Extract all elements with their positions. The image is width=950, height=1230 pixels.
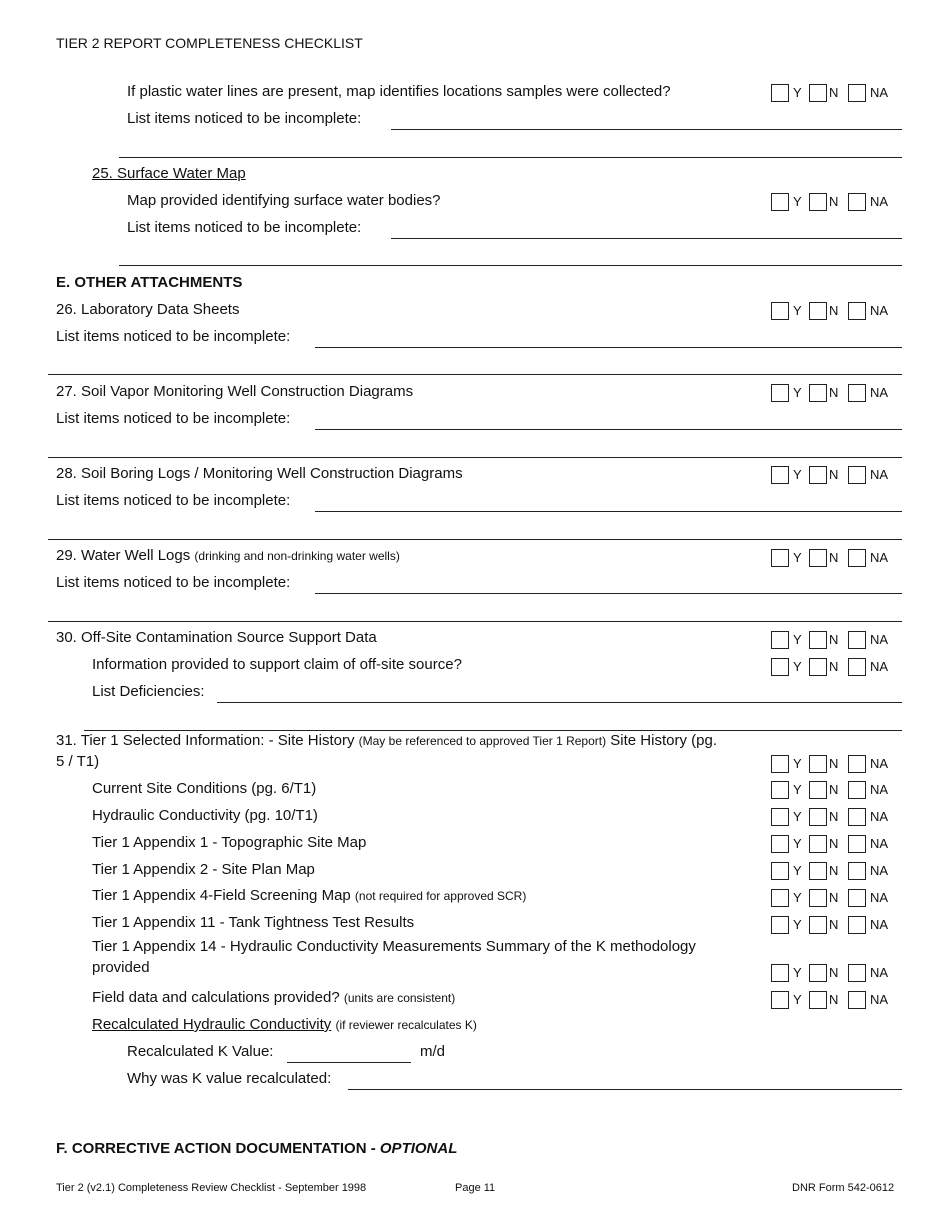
lab-data-sheets-heading: 26. Laboratory Data Sheets (56, 301, 240, 318)
no-checkbox[interactable] (809, 384, 827, 402)
na-checkbox[interactable] (848, 302, 866, 320)
surface-water-map-heading: 25. Surface Water Map (92, 165, 246, 182)
na-label: NA (870, 836, 889, 851)
incomplete-label: List items noticed to be incomplete: (56, 410, 291, 427)
appendix-14-line1: Tier 1 Appendix 14 - Hydraulic Conductivity Measurements Summary of the K methodology (92, 938, 696, 955)
offsite-source-question: Information provided to support claim of off-site source? (92, 656, 462, 673)
field-data-title: Field data and calculations provided? (92, 989, 340, 1006)
section-divider (48, 457, 902, 458)
yes-label: Y (793, 917, 802, 932)
na-label: NA (870, 632, 889, 647)
appendix-4-note: (not required for approved SCR) (354, 889, 527, 903)
yes-checkbox[interactable] (771, 781, 789, 799)
yes-label: Y (793, 756, 802, 771)
soil-vapor-options (771, 384, 901, 402)
tier1-info-heading (56, 732, 717, 749)
recalc-k-input-line[interactable] (287, 1062, 411, 1063)
yes-label: Y (793, 809, 802, 824)
tier1-info-note: (May be referenced to approved Tier 1 Report) (358, 734, 607, 748)
water-well-logs-heading (56, 547, 400, 564)
offsite-source-heading: 30. Off-Site Contamination Source Support Data (56, 629, 377, 646)
no-checkbox[interactable] (809, 466, 827, 484)
na-label: NA (870, 85, 889, 100)
appendix-1: Tier 1 Appendix 1 - Topographic Site Map (92, 834, 367, 851)
na-checkbox[interactable] (848, 991, 866, 1009)
tier1-info-title: 31. Tier 1 Selected Information: - Site History (56, 732, 355, 749)
appendix-11-options (771, 916, 901, 934)
no-label: N (829, 890, 839, 905)
incomplete-input-line[interactable] (391, 129, 902, 130)
na-checkbox[interactable] (848, 889, 866, 907)
surface-water-options (771, 193, 901, 211)
footer-form-number: DNR Form 542-0612 (792, 1182, 895, 1194)
no-label: N (829, 809, 839, 824)
water-well-logs-note: (drinking and non-drinking water wells) (194, 549, 400, 563)
yes-checkbox[interactable] (771, 862, 789, 880)
no-checkbox[interactable] (809, 916, 827, 934)
no-checkbox[interactable] (809, 631, 827, 649)
yes-label: Y (793, 836, 802, 851)
no-label: N (829, 917, 839, 932)
na-checkbox[interactable] (848, 384, 866, 402)
yes-label: Y (793, 965, 802, 980)
plastic-lines-options (771, 84, 901, 102)
appendix-4-options (771, 889, 901, 907)
no-checkbox[interactable] (809, 84, 827, 102)
appendix-4-title: Tier 1 Appendix 4-Field Screening Map (92, 887, 351, 904)
na-label: NA (870, 863, 889, 878)
na-label: NA (870, 917, 889, 932)
no-checkbox[interactable] (809, 991, 827, 1009)
water-well-options (771, 549, 901, 567)
why-recalc-label: Why was K value recalculated: (127, 1070, 332, 1087)
no-checkbox[interactable] (809, 549, 827, 567)
lab-data-options (771, 302, 901, 320)
na-label: NA (870, 303, 889, 318)
site-history-options (771, 755, 901, 773)
no-checkbox[interactable] (809, 964, 827, 982)
incomplete-label: List items noticed to be incomplete: (56, 328, 291, 345)
incomplete-input-line[interactable] (315, 429, 902, 430)
yes-label: Y (793, 194, 802, 209)
incomplete-input-line[interactable] (315, 593, 902, 594)
current-site-conditions: Current Site Conditions (pg. 6/T1) (92, 780, 317, 797)
na-checkbox[interactable] (848, 658, 866, 676)
water-well-logs-title: 29. Water Well Logs (56, 547, 191, 564)
na-label: NA (870, 782, 889, 797)
na-checkbox[interactable] (848, 549, 866, 567)
yes-checkbox[interactable] (771, 549, 789, 567)
na-label: NA (870, 809, 889, 824)
soil-boring-options (771, 466, 901, 484)
no-label: N (829, 467, 839, 482)
appendix-1-options (771, 835, 901, 853)
no-checkbox[interactable] (809, 781, 827, 799)
yes-checkbox[interactable] (771, 755, 789, 773)
no-checkbox[interactable] (809, 835, 827, 853)
no-checkbox[interactable] (809, 755, 827, 773)
section-f-title: F. CORRECTIVE ACTION DOCUMENTATION - (56, 1140, 380, 1157)
yes-checkbox[interactable] (771, 808, 789, 826)
yes-label: Y (793, 467, 802, 482)
recalculated-title: Recalculated Hydraulic Conductivity (92, 1016, 332, 1033)
na-checkbox[interactable] (848, 193, 866, 211)
no-checkbox[interactable] (809, 862, 827, 880)
incomplete-label: List items noticed to be incomplete: (127, 219, 362, 236)
field-data (92, 989, 455, 1006)
na-checkbox[interactable] (848, 862, 866, 880)
na-checkbox[interactable] (848, 964, 866, 982)
na-checkbox[interactable] (848, 808, 866, 826)
na-checkbox[interactable] (848, 631, 866, 649)
current-site-options (771, 781, 901, 799)
na-checkbox[interactable] (848, 916, 866, 934)
offsite-source-options (771, 631, 901, 649)
appendix-14-options (771, 964, 901, 982)
recalculated-note: (if reviewer recalculates K) (335, 1018, 477, 1032)
yes-label: Y (793, 632, 802, 647)
appendix-2: Tier 1 Appendix 2 - Site Plan Map (92, 861, 315, 878)
no-label: N (829, 659, 839, 674)
na-label: NA (870, 992, 889, 1007)
incomplete-label: List items noticed to be incomplete: (56, 574, 291, 591)
footer-page-number: Page 11 (455, 1182, 496, 1194)
appendix-11: Tier 1 Appendix 11 - Tank Tightness Test Results (92, 914, 415, 931)
yes-label: Y (793, 863, 802, 878)
yes-checkbox[interactable] (771, 631, 789, 649)
no-label: N (829, 836, 839, 851)
yes-checkbox[interactable] (771, 84, 789, 102)
incomplete-continuation-line[interactable] (119, 157, 902, 158)
hydraulic-conductivity: Hydraulic Conductivity (pg. 10/T1) (92, 807, 318, 824)
no-label: N (829, 632, 839, 647)
recalc-k-unit: m/d (420, 1043, 446, 1060)
tier1-info-tail: Site History (pg. (610, 732, 717, 749)
recalculated-heading (92, 1016, 477, 1033)
offsite-claim-options (771, 658, 901, 676)
no-label: N (829, 992, 839, 1007)
no-label: N (829, 782, 839, 797)
na-checkbox[interactable] (848, 466, 866, 484)
yes-label: Y (793, 303, 802, 318)
field-data-options (771, 991, 901, 1009)
yes-checkbox[interactable] (771, 193, 789, 211)
yes-checkbox[interactable] (771, 466, 789, 484)
no-checkbox[interactable] (809, 889, 827, 907)
incomplete-input-line[interactable] (391, 238, 902, 239)
plastic-lines-question: If plastic water lines are present, map identifies locations samples were collected? (127, 83, 671, 100)
incomplete-label: List items noticed to be incomplete: (56, 492, 291, 509)
no-label: N (829, 85, 839, 100)
soil-vapor-heading: 27. Soil Vapor Monitoring Well Construction Diagrams (56, 383, 414, 400)
na-label: NA (870, 756, 889, 771)
na-label: NA (870, 550, 889, 565)
no-label: N (829, 303, 839, 318)
na-label: NA (870, 385, 889, 400)
appendix-4 (92, 887, 526, 904)
incomplete-input-line[interactable] (315, 347, 902, 348)
no-checkbox[interactable] (809, 808, 827, 826)
no-checkbox[interactable] (809, 193, 827, 211)
no-label: N (829, 756, 839, 771)
no-checkbox[interactable] (809, 658, 827, 676)
section-f-optional: OPTIONAL (379, 1140, 458, 1157)
soil-boring-heading: 28. Soil Boring Logs / Monitoring Well Construction Diagrams (56, 465, 463, 482)
why-recalc-input-line[interactable] (348, 1089, 902, 1090)
yes-label: Y (793, 85, 802, 100)
yes-label: Y (793, 659, 802, 674)
yes-checkbox[interactable] (771, 889, 789, 907)
yes-label: Y (793, 550, 802, 565)
deficiencies-continuation-line[interactable] (84, 730, 902, 731)
surface-water-question: Map provided identifying surface water bodies? (127, 192, 441, 209)
na-checkbox[interactable] (848, 84, 866, 102)
section-e-heading: E. OTHER ATTACHMENTS (56, 274, 243, 291)
deficiencies-label: List Deficiencies: (92, 683, 205, 700)
yes-label: Y (793, 890, 802, 905)
field-data-note: (units are consistent) (343, 991, 456, 1005)
na-checkbox[interactable] (848, 781, 866, 799)
no-label: N (829, 965, 839, 980)
section-divider (48, 374, 902, 375)
deficiencies-input-line[interactable] (217, 702, 902, 703)
page-title: TIER 2 REPORT COMPLETENESS CHECKLIST (56, 35, 363, 51)
no-label: N (829, 863, 839, 878)
na-label: NA (870, 890, 889, 905)
yes-checkbox[interactable] (771, 835, 789, 853)
yes-checkbox[interactable] (771, 916, 789, 934)
incomplete-continuation-line[interactable] (119, 265, 902, 266)
yes-label: Y (793, 782, 802, 797)
appendix-14-line2: provided (92, 959, 150, 976)
no-label: N (829, 550, 839, 565)
na-checkbox[interactable] (848, 755, 866, 773)
no-label: N (829, 385, 839, 400)
yes-checkbox[interactable] (771, 964, 789, 982)
na-label: NA (870, 194, 889, 209)
na-label: NA (870, 965, 889, 980)
incomplete-input-line[interactable] (315, 511, 902, 512)
hydraulic-options (771, 808, 901, 826)
tier1-info-heading-line2: 5 / T1) (56, 753, 100, 770)
na-label: NA (870, 659, 889, 674)
recalc-k-label: Recalculated K Value: (127, 1043, 274, 1060)
na-checkbox[interactable] (848, 835, 866, 853)
yes-checkbox[interactable] (771, 384, 789, 402)
yes-checkbox[interactable] (771, 302, 789, 320)
na-label: NA (870, 467, 889, 482)
yes-label: Y (793, 385, 802, 400)
footer-left: Tier 2 (v2.1) Completeness Review Checklist - September 1998 (56, 1182, 367, 1194)
section-divider (48, 539, 902, 540)
yes-checkbox[interactable] (771, 658, 789, 676)
no-label: N (829, 194, 839, 209)
no-checkbox[interactable] (809, 302, 827, 320)
section-divider (48, 621, 902, 622)
section-f-heading (56, 1140, 457, 1157)
incomplete-label: List items noticed to be incomplete: (127, 110, 362, 127)
yes-checkbox[interactable] (771, 991, 789, 1009)
yes-label: Y (793, 992, 802, 1007)
appendix-2-options (771, 862, 901, 880)
